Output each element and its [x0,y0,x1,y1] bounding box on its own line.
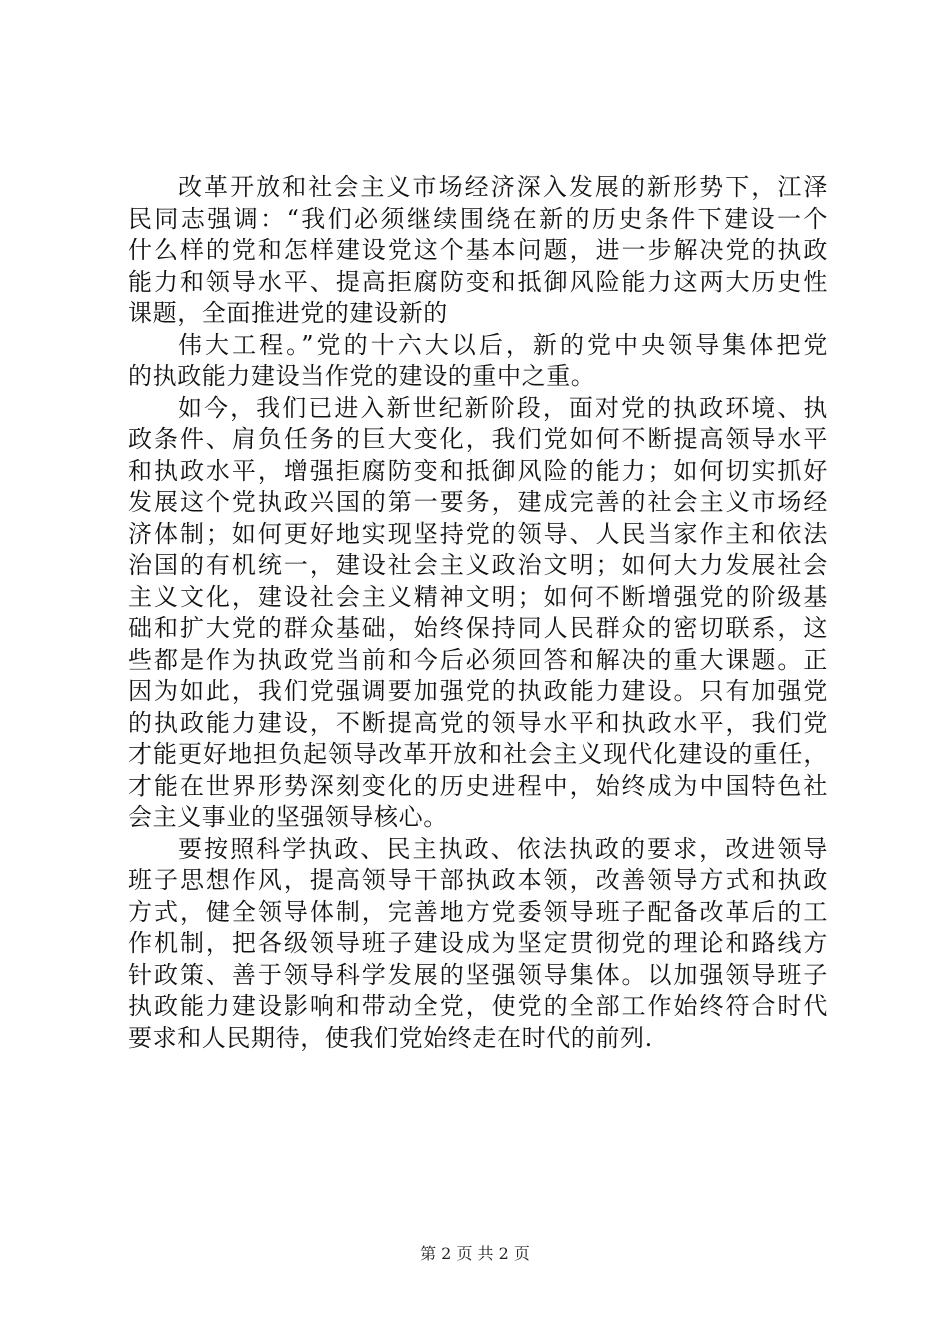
text-line: 的执政能力建设，不断提高党的领导水平和执政水平，我们党 [128,708,828,737]
text-line: 伟大工程。”党的十六大以后，新的党中央领导集体把党 [178,330,828,359]
text-line: 才能在世界形势深刻变化的历史进程中，始终成为中国特色社 [128,771,828,800]
text-line: 能力和领导水平、提高拒腐防变和抵御风险能力这两大历史性 [128,267,828,296]
text-line: 班子思想作风，提高领导干部执政本领，改善领导方式和执政 [128,866,828,894]
text-line: 的执政能力建设当作党的建设的重中之重。 [128,362,596,390]
text-line: 什么样的党和怎样建设党这个基本问题，进一步解决党的执政 [128,236,828,264]
text-line: 民同志强调：“我们必须继续围绕在新的历史条件下建设一个 [128,204,828,233]
text-line: 改革开放和社会主义市场经济深入发展的新形势下，江泽 [178,173,828,201]
text-line: 政条件、肩负任务的巨大变化，我们党如何不断提高领导水平 [128,425,828,453]
text-line: 才能更好地担负起领导改革开放和社会主义现代化建设的重任， [128,740,828,768]
text-line: 课题，全面推进党的建设新的 [128,299,448,327]
text-line: 执政能力建设影响和带动全党，使党的全部工作始终符合时代 [128,992,828,1020]
document-body [128,172,828,1054]
text-line: 要按照科学执政、民主执政、依法执政的要求，改进领导 [178,834,828,863]
text-line: 础和扩大党的群众基础，始终保持同人民群众的密切联系，这 [128,614,828,642]
text-line: 要求和人民期待，使我们党始终走在时代的前列. [128,1023,653,1052]
text-line: 主义文化，建设社会主义精神文明；如何不断增强党的阶级基 [128,582,828,611]
text-line: 会主义事业的坚强领导核心。 [128,803,448,831]
text-line: 针政策、善于领导科学发展的坚强领导集体。以加强领导班子 [128,960,828,989]
text-line: 治国的有机统一，建设社会主义政治文明；如何大力发展社会 [128,551,828,579]
text-line: 如今，我们已进入新世纪新阶段，面对党的执政环境、执 [178,393,828,422]
text-line: 和执政水平，增强拒腐防变和抵御风险的能力；如何切实抓好 [128,456,828,485]
text-line: 发展这个党执政兴国的第一要务，建成完善的社会主义市场经 [128,488,828,516]
page-footer: 第 2 页 共 2 页 [420,1244,530,1263]
text-line: 些都是作为执政党当前和今后必须回答和解决的重大课题。正 [128,645,828,674]
text-line: 方式，健全领导体制，完善地方党委领导班子配备改革后的工 [128,897,828,926]
text-line: 作机制，把各级领导班子建设成为坚定贯彻党的理论和路线方 [128,929,828,957]
text-line: 因为如此，我们党强调要加强党的执政能力建设。只有加强党 [128,677,828,705]
text-line: 济体制；如何更好地实现坚持党的领导、人民当家作主和依法 [128,519,828,548]
